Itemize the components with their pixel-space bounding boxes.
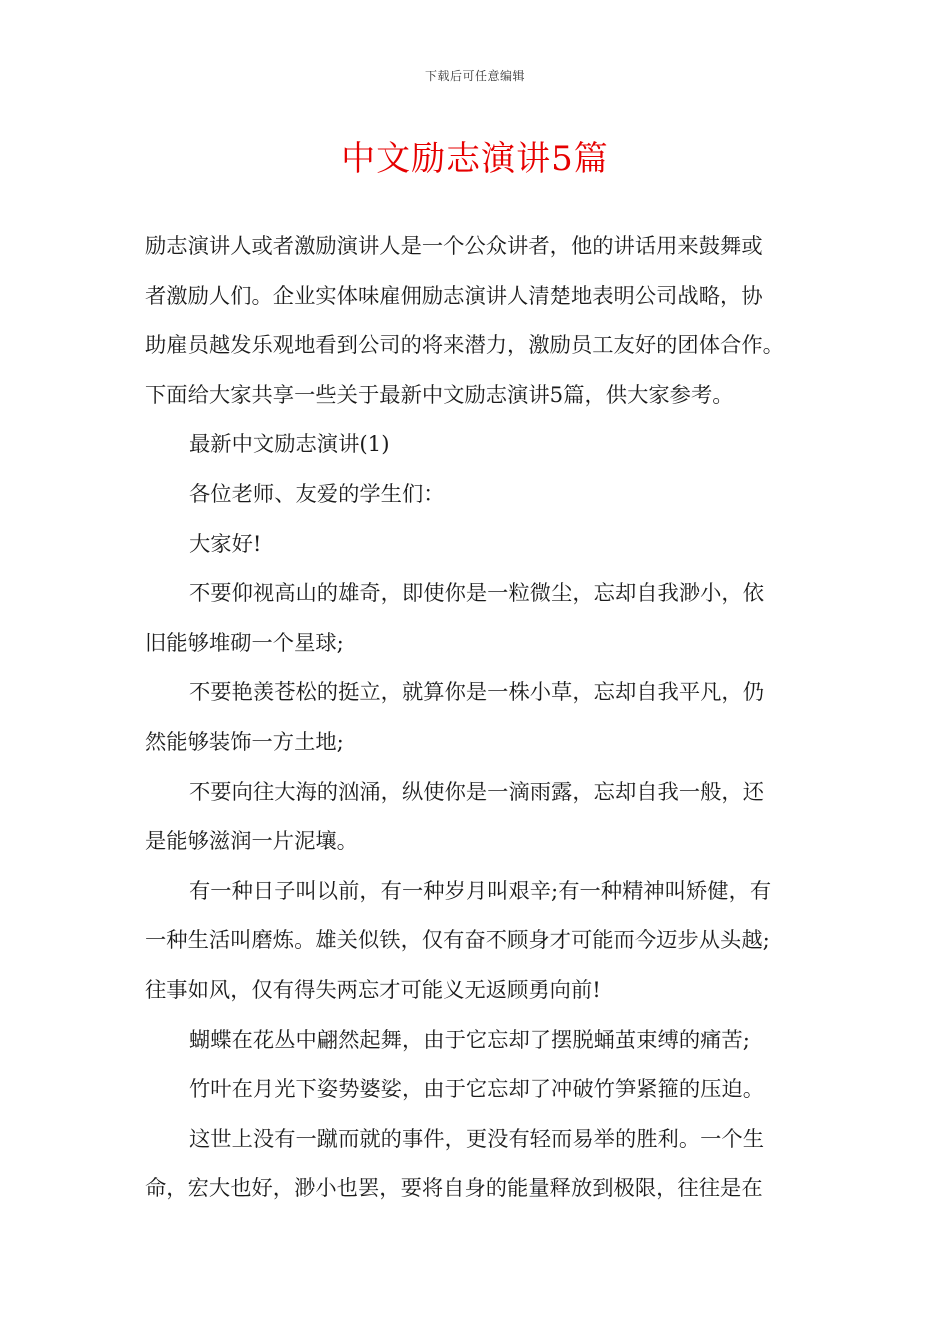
paragraph-line: 者激励人们。企业实体味雇佣励志演讲人清楚地表明公司战略，协 (145, 283, 763, 309)
salutation-line: 各位老师、友爱的学生们： (189, 481, 445, 507)
document-title: 中文励志演讲5篇 (341, 139, 609, 179)
paragraph-line: 不要艳羡苍松的挺立，就算你是一株小草，忘却自我平凡，仍 (189, 680, 765, 706)
paragraph-line: 助雇员越发乐观地看到公司的将来潜力，激励员工友好的团体合作。 (145, 333, 784, 359)
section-heading: 最新中文励志演讲(1) (189, 432, 390, 458)
greeting-line: 大家好! (189, 531, 262, 557)
paragraph-line: 竹叶在月光下姿势婆娑，由于它忘却了冲破竹笋紧箍的压迫。 (189, 1077, 765, 1103)
document-body (145, 222, 807, 1214)
header-note: 下载后可任意编辑 (424, 69, 525, 83)
paragraph-line: 不要仰视高山的雄奇，即使你是一粒微尘，忘却自我渺小，依 (189, 581, 765, 607)
paragraph-line: 这世上没有一蹴而就的事件，更没有轻而易举的胜利。一个生 (189, 1126, 765, 1152)
paragraph-line: 有一种日子叫以前，有一种岁月叫艰辛;有一种精神叫矫健，有 (189, 878, 772, 904)
paragraph-line: 然能够装饰一方土地; (145, 729, 344, 755)
paragraph-line: 不要向往大海的汹涌，纵使你是一滴雨露，忘却自我一般，还 (189, 779, 765, 805)
paragraph-line: 一种生活叫磨炼。雄关似铁，仅有奋不顾身才可能而今迈步从头越; (145, 928, 770, 954)
paragraph-line: 励志演讲人或者激励演讲人是一个公众讲者，他的讲话用来鼓舞或 (145, 234, 763, 259)
paragraph-line: 往事如风，仅有得失两忘才可能义无返顾勇向前! (145, 977, 601, 1003)
paragraph-line: 旧能够堆砌一个星球; (145, 630, 344, 656)
paragraph-line: 蝴蝶在花丛中翩然起舞，由于它忘却了摆脱蛹茧束缚的痛苦; (189, 1027, 750, 1053)
paragraph-line: 是能够滋润一片泥壤。 (145, 829, 358, 855)
paragraph-line: 下面给大家共享一些关于最新中文励志演讲5篇，供大家参考。 (145, 382, 734, 408)
paragraph-line: 命，宏大也好，渺小也罢，要将自身的能量释放到极限，往往是在 (145, 1176, 763, 1202)
